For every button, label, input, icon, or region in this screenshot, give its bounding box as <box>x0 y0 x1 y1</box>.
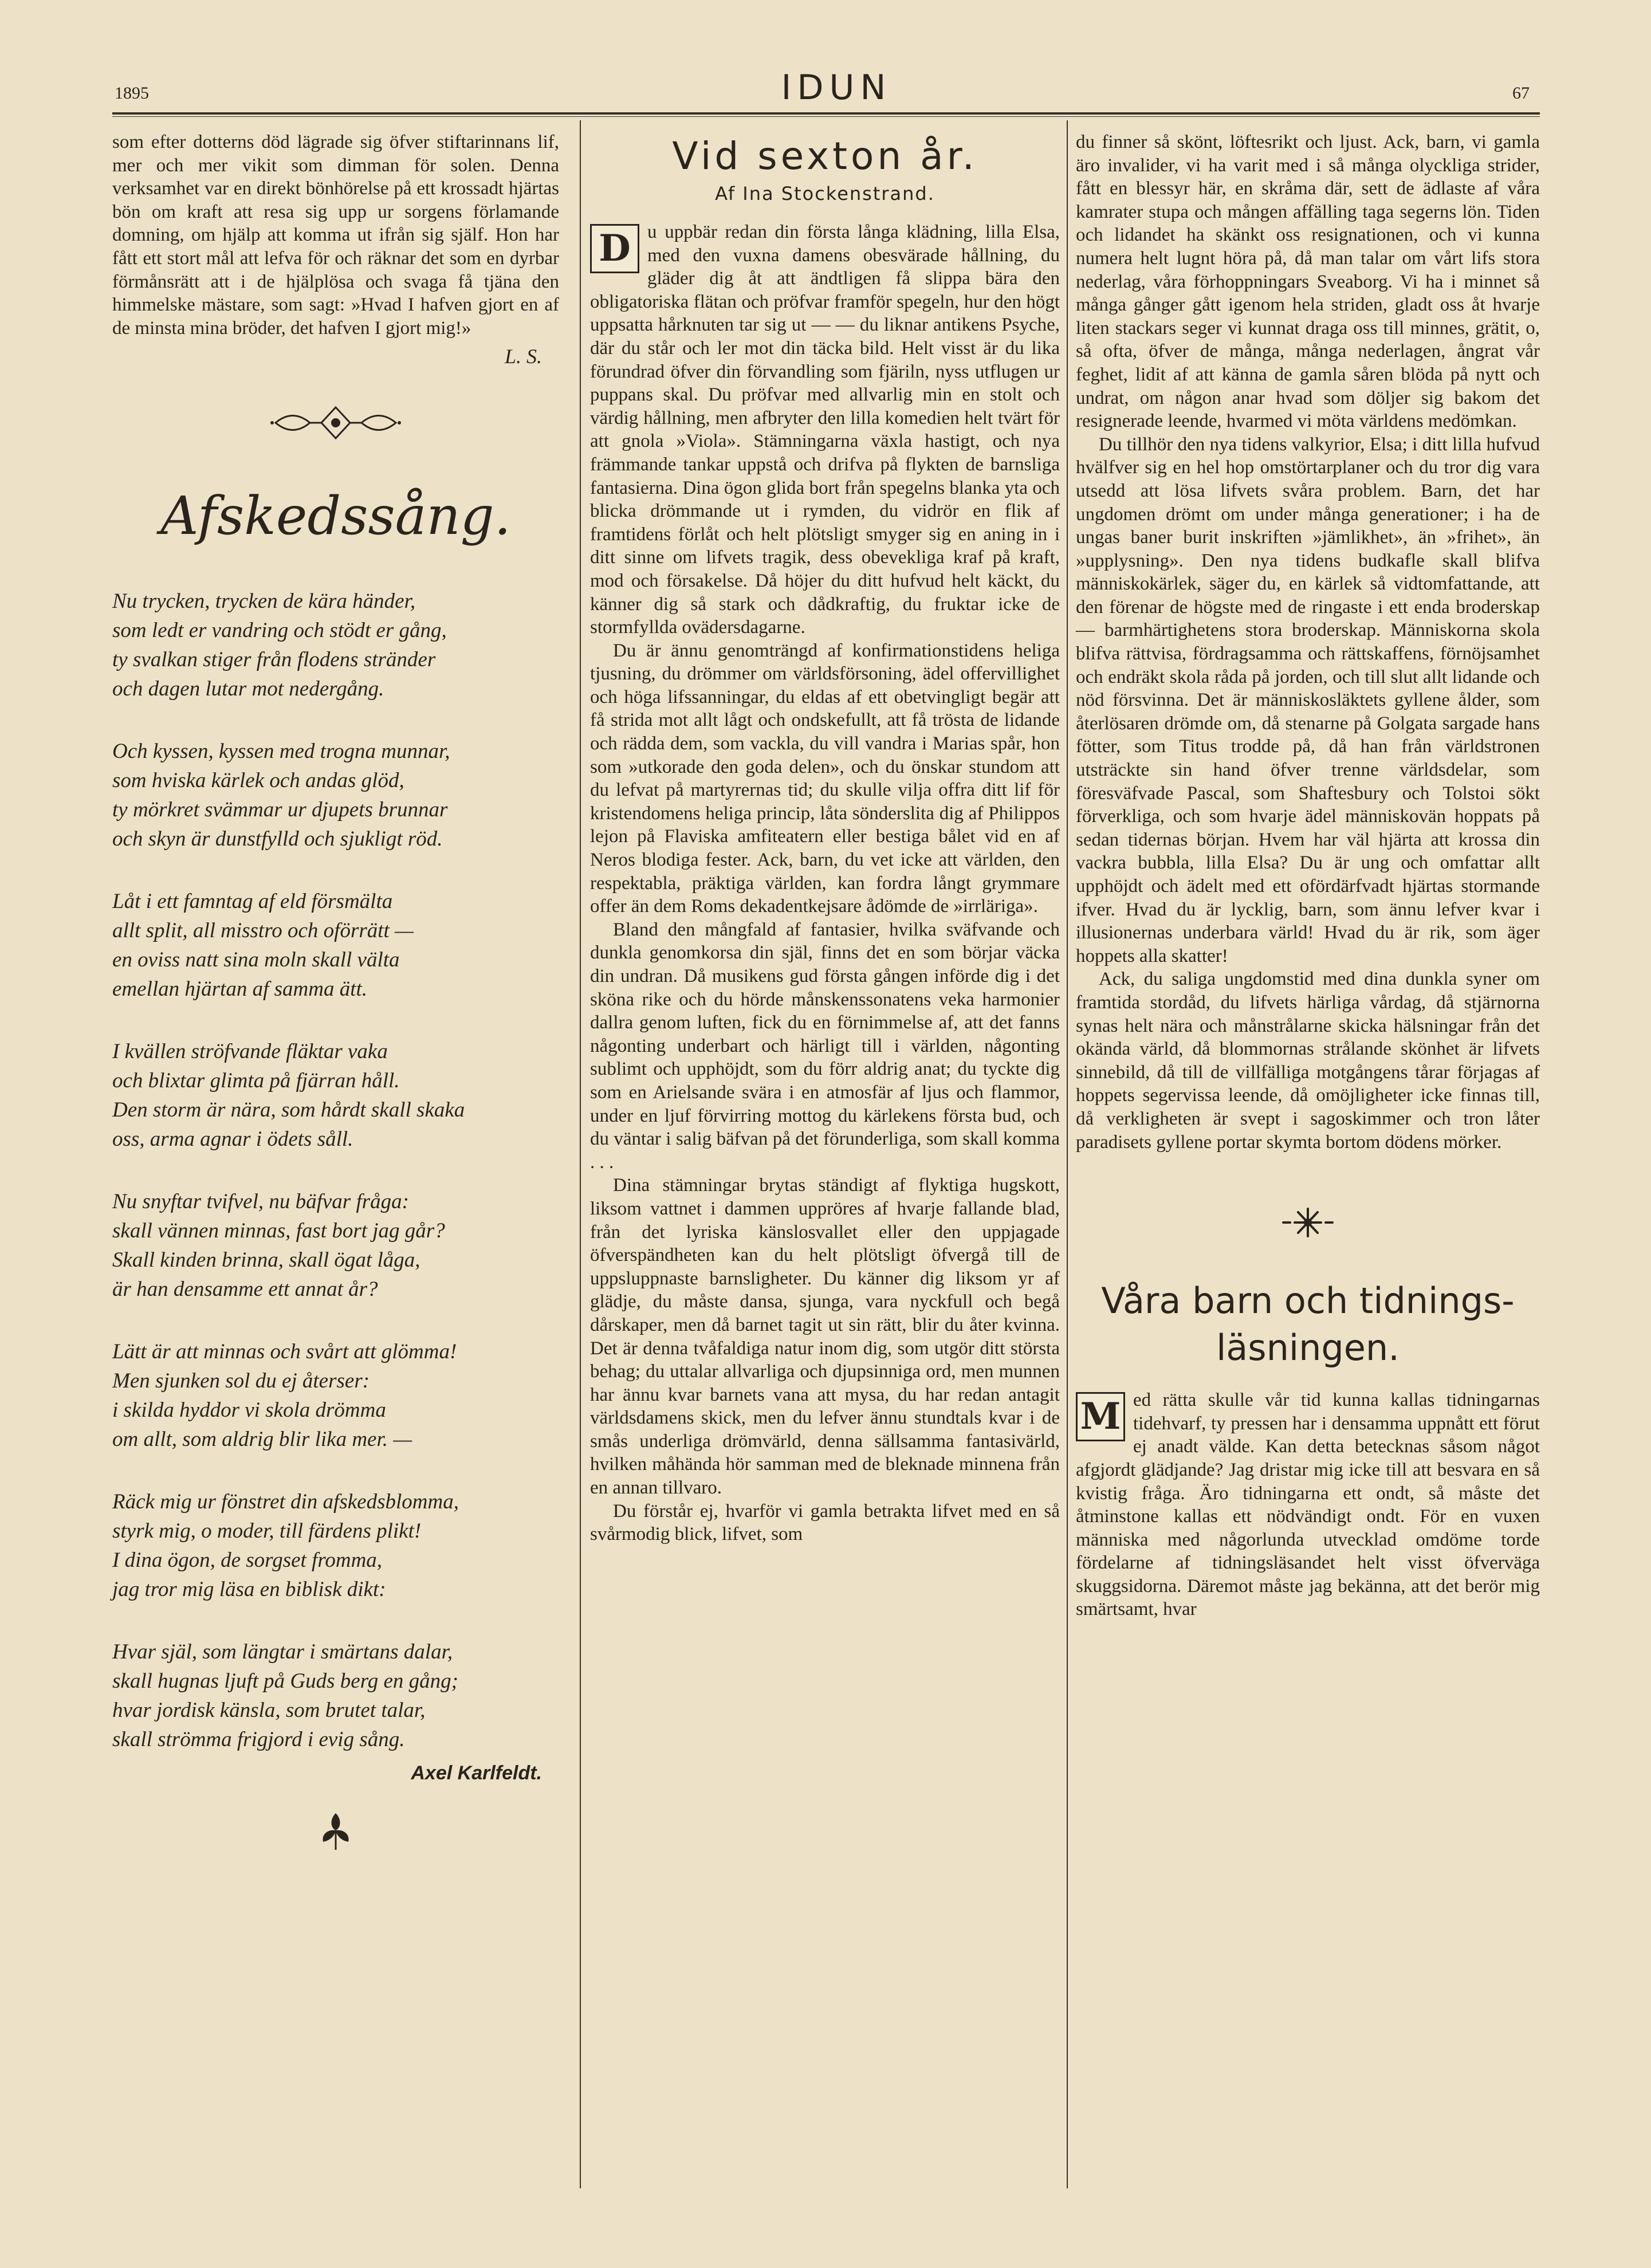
page-number: 67 <box>1512 84 1530 103</box>
poem-stanza <box>112 737 559 854</box>
poem-line: styrk mig, o moder, till färdens plikt! <box>112 1519 422 1543</box>
asterism-ornament-icon <box>1076 1205 1540 1249</box>
poem-line: I kvällen ströfvande fläktar vaka <box>112 1040 388 1064</box>
poem-line: allt split, all misstro och oförrätt — <box>112 919 414 943</box>
article-title-line: Våra barn och tidnings- <box>1101 1280 1515 1322</box>
masthead-title: IDUN <box>781 68 892 108</box>
poem-stanza <box>112 587 559 703</box>
poem-stanza <box>112 1487 559 1604</box>
poem-line: skall strömma frigjord i evig sång. <box>112 1728 405 1752</box>
article-paragraph <box>590 221 1060 639</box>
article-title: Vid sexton år. <box>672 134 978 178</box>
poem-title: Afskedssång. <box>160 485 511 547</box>
poem-author: Axel Karlfeldt. <box>411 1762 542 1784</box>
article-paragraph: Ack, du saliga ungdomstid med dina dunkla syner om framtida stordåd, du lifvets härliga vårdag, då stjärnorna synas helt nära och månstrålarne skicka hälsningar från det okända värld, då blommornas strålande skönhet är lifvets sinnebild, då till de villfälliga motgångens tårar förjagas af hoppets segervissa leende, då omöjligheter icke finnas till, då verkligheten är svept i sagoskimmer och tron låter paradisets gyllene portar skymta bortom dödens mörker. <box>1076 969 1540 1153</box>
poem-line: som hviska kärlek och andas glöd, <box>112 769 404 793</box>
poem-line: I dina ögon, de sorgset fromma, <box>112 1548 383 1573</box>
column-middle <box>590 131 1060 1546</box>
article-paragraph: Du tillhör den nya tidens valkyrior, Elsa; i ditt lilla hufvud hvälfver sig en hel hop omstörtarplaner och du tror dig vara utsedd att lösa lifvets svåra problem. Barn, det har ungdomen drömt om under många generationer; i ha de ungas baner burit inskriften »jämlikhet», än »frihet», än »upplysning». Den nya tidens budkafle skall blifva människokärlek, säger du, en kärlek så vidtomfattande, att den förenar de högste med de ringaste i ett enda broderskap — barmhärtighetens stora broderskap. Människorna skola blifva rättvisa, fördragsamma och rättskaffens, förnöjsamhet och endräkt skola råda på jorden, och till slut allt lidande och nöd försvinna. Det är människosläktets gyllene ålder, som återlösaren drömde om, då stenarne på Golgata sargade hans fötter, som Titus trodde på, då han från världstronen utsträckte sin hand öfver trenne världsdelar, som föresväfvade Pascal, som Shaftesbury och Tolstoi sökt förverkliga, och som hvarje ädel människovän hoppats på sedan tidernas början. Hvem har väl hjärta att krossa din vackra bubbla, lilla Elsa? Du är ung och omfattar allt upphöjdt och ädelt med ett ofördärfvadt hjärtas stormande ifver. Hvad du är lycklig, barn, som ännu lefver kvar i illusionernas underbara värld! Hvad du är rik, som äger hoppets alla skatter! <box>1076 434 1540 966</box>
column-divider <box>1067 120 1068 2188</box>
article-paragraph: Bland den mångfald af fantasier, hvilka sväfvande och dunkla genomkorsa din själ, finns det en som börjar väcka din undran. Då musikens gud första gången införde dig i det sköna rike och du hörde månskenssonatens veka harmonier dallra genom luften, fick du en förnimmelse af, att det fanns någonting underbart och härligt till i världen, någonting sublimt och upphöjdt, som du förr aldrig anat; du tyckte dig som en Arielsande svära i en atmosfär af ljus och flammor, under en ljuf förvirring mottog du kärlekens första bud, och du väntar i salig bäfvan på det förunderliga, som skall komma . . . <box>590 919 1060 1173</box>
poem-line: emellan hjärtan af samma ätt. <box>112 977 368 1001</box>
poem-line: en oviss natt sina moln skall välta <box>112 948 400 972</box>
poem-line: hvar jordisk känsla, som brutet talar, <box>112 1699 426 1723</box>
column-divider <box>580 120 581 2188</box>
poem-line: Den storm är nära, som hårdt skall skaka <box>112 1098 465 1122</box>
poem-stanza <box>112 1187 559 1304</box>
column-left <box>112 131 559 1856</box>
article-paragraph <box>1076 1389 1540 1621</box>
poem-line: Lätt är att minnas och svårt att glömma! <box>112 1340 457 1364</box>
poem-line: oss, arma agnar i ödets såll. <box>112 1127 353 1151</box>
signature: L. S. <box>504 345 542 368</box>
poem-line: och dagen lutar mot nedergång. <box>112 677 384 701</box>
paragraph-text: u uppbär redan din första långa klädning, lilla Elsa, med den vuxna damens obesvärade hållning, du gläder dig åt att ändtligen få slippa bära den obligatoriska flätan och pröfvar framför spegeln, hur den högt uppsatta hårknuten tar sig ut — — du liknar antikens Psyche, där du står och ler mot din täcka bild. Helt visst är du lika förundrad öfver din förvandling som fjäriln, nyss utflugen ur puppans skal. Du pröfvar med allvarlig min en stolt och värdig hållning, men afbryter den lilla komedien helt tvärt för att gnola »Viola». Stämningarna växla hastigt, och nya främmande tankar uppstå och drifva på flykten de barnsliga fantasierna. Dina ögon glida bort från spegelns blanka yta och blicka drömmande ut i rymden, du vidrör en flik af framtidens förlåt och helt plötsligt smyger sig en aning in i ditt sinne om lifvets tragik, dess obevekliga kraf på kraft, mod och försakelse. Då höjer du ditt hufvud helt käckt, du känner dig så stark och dådkraftig, du fruktar icke de stormfyllda ovädersdagarne. <box>590 222 1060 638</box>
poem-line: Och kyssen, kyssen med trogna munnar, <box>112 740 450 764</box>
poem-line: och blixtar glimta på fjärran håll. <box>112 1069 400 1093</box>
poem-line: jag tror mig läsa en biblisk dikt: <box>112 1578 386 1602</box>
poem-stanza <box>112 1037 559 1154</box>
poem-line: om allt, som aldrig blir lika mer. — <box>112 1428 412 1452</box>
poem-line: Nu snyftar tvifvel, nu bäfvar fråga: <box>112 1190 409 1214</box>
poem-line: i skilda hyddor vi skola drömma <box>112 1398 386 1422</box>
poem-line: Låt i ett famntag af eld försmälta <box>112 890 393 914</box>
article-title-line: läsningen. <box>1216 1327 1400 1369</box>
poem-line: ty mörkret svämmar ur djupets brunnar <box>112 798 448 822</box>
poem-stanza <box>112 887 559 1004</box>
paragraph-text: ed rätta skulle vår tid kunna kallas tidningarnas tidehvarf, ty pressen har i densamma uppnått ett förut ej anadt välde. Kan detta betecknas såsom något afgjordt glädjande? Jag dristar mig icke till att besvara en så kvistig fråga. Äro tidningarna ett ondt, så måste det åtminstone kallas ett nödvändigt ondt. För en vuxen människa med någorlunda utvecklad omdöme torde fördelarne af tidningsläsandet helt visst öfverväga skuggsidorna. Däremot måste jag bekänna, att det berör mig smärtsamt, hvar <box>1076 1390 1540 1620</box>
article-paragraph: du finner så skönt, löftesrikt och ljust. Ack, barn, vi gamla äro invalider, vi ha varit med i så många olyckliga strider, fått en blessyr här, en skråma där, sett de ädlaste af våra kamrater stupa och mången affälling taga segerns lön. Tiden och lidandet ha skänkt oss resignationen, och vi kunna numera helt lugnt höra på, då man talar om vårt lifs stora nederlag, våra förhoppningars Sveaborg. Vi ha i minnet så många gånger gått igenom hela striden, gladt oss åt hvarje liten stackars seger vi kunnat draga oss till minnes, grätit, o, så ofta, öfver de många, många nederlagen, ångrat vår feghet, lidit af att känna de gamla såren blöda på nytt och undrat, om någon anar hvad som döljer sig bakom det resignerade leende, hvarmed vi möta världens medömkan. <box>1076 132 1540 432</box>
article-author: Af Ina Stockenstrand. <box>715 183 935 205</box>
poem-stanza <box>112 1337 559 1454</box>
poem-line: Men sjunken sol du ej återser: <box>112 1369 370 1393</box>
poem-stanza <box>112 1637 559 1754</box>
poem-line: Räck mig ur fönstret din afskedsblomma, <box>112 1490 459 1514</box>
article-title <box>1076 1278 1540 1371</box>
article-paragraph: Du är ännu genomträngd af konfirmationstidens heliga tjusning, du drömmer om världsförsoning, ädel offervillighet och höga lifssanningar, du eldas af ett obetvingligt begär att få strida mot allt lågt och ondskefullt, att få trösta de lidande och rädda dem, som vackla, du vill vandra i Marias spår, hon som »utkorade den goda delen», och du önskar stundom att du lefvat på martyrernas tid; du skulle vilja offra ditt lif för kristendomens heliga princip, låta sönderslita dig af Philippos lejon på Flaviska amfiteatern eller bestiga bålet vid en af Neros blodiga fester. Ack, barn, du vet icke att världen, den respektabla, präktiga världen, kan fordra långt grymmare offer än dem Roms dekadentkejsare ådömde de »irrläriga». <box>590 640 1060 917</box>
poem-line: skall hugnas ljuft på Guds berg en gång; <box>112 1669 458 1693</box>
poem-line: är han densamme ett annat år? <box>112 1278 378 1302</box>
decorative-ornament-icon <box>112 403 559 445</box>
article-paragraph: Du förstår ej, hvarför vi gamla betrakta lifvet med en så svårmodig blick, lifvet, som <box>590 1500 1060 1545</box>
header-rule <box>112 112 1540 117</box>
poem-line: Nu trycken, trycken de kära händer, <box>112 589 416 614</box>
floral-vignette-icon <box>112 1807 559 1856</box>
drop-cap: D <box>590 224 639 273</box>
poem-line: skall vännen minnas, fast bort jag går? <box>112 1219 445 1243</box>
article-paragraph: som efter dotterns död lägrade sig öfver stiftarinnans lif, mer och mer vikit som dimman för solen. Denna verksamhet var en direkt bönhörelse på ett krossadt hjärtas bön om kraft att resa sig upp ur sorgens förlamande domning, om hjälp att komma ut ifrån sig själf. Hon har fått ett stort mål att lefva för och räknar det som en dyrbar förmånsrätt att i de hjälplösa och svaga få tjäna den himmelske mästare, som sagt: »Hvad I hafven gjort en af de minsta mina bröder, det hafven I gjort mig!» <box>112 132 559 339</box>
column-right <box>1076 131 1540 1621</box>
poem-line: Hvar själ, som längtar i smärtans dalar, <box>112 1640 453 1664</box>
poem-line: som ledt er vandring och stödt er gång, <box>112 619 447 643</box>
poem-line: Skall kinden brinna, skall ögat låga, <box>112 1248 420 1272</box>
drop-cap: M <box>1076 1392 1125 1441</box>
article-paragraph: Dina stämningar brytas ständigt af flyktiga hugskott, liksom vattnet i dammen uppröres af hvarje fallande blad, från det lyriska känslosvallet eller den uppjagade öfverspändheten kan du helt plötsligt öfvergå till de uppsluppnaste barnsligheter. Du känner dig liksom yr af glädje, du måste dansa, sjunga, vara nyckfull och begå dårskaper, men då barnet tagit ut sin rätt, blir du åter kvinna. Det är denna tvåfaldiga natur inom dig, som utgör ditt största behag; du uttalar allvarliga och djupsinniga ord, men munnen har ännu kvar barnets vana att mysa, du har redan antagit världsdamens skick, men du lefver ännu stundtals kvar i de smås underliga drömvärld, denna sällsamma fantasivärld, hvilken måhända hör samman med de bleknade minnena från en annan tillvaro. <box>590 1175 1060 1499</box>
header-year: 1895 <box>115 84 149 103</box>
poem-line: och skyn är dunstfylld och sjukligt röd. <box>112 827 443 851</box>
poem-line: ty svalkan stiger från flodens stränder <box>112 648 436 672</box>
